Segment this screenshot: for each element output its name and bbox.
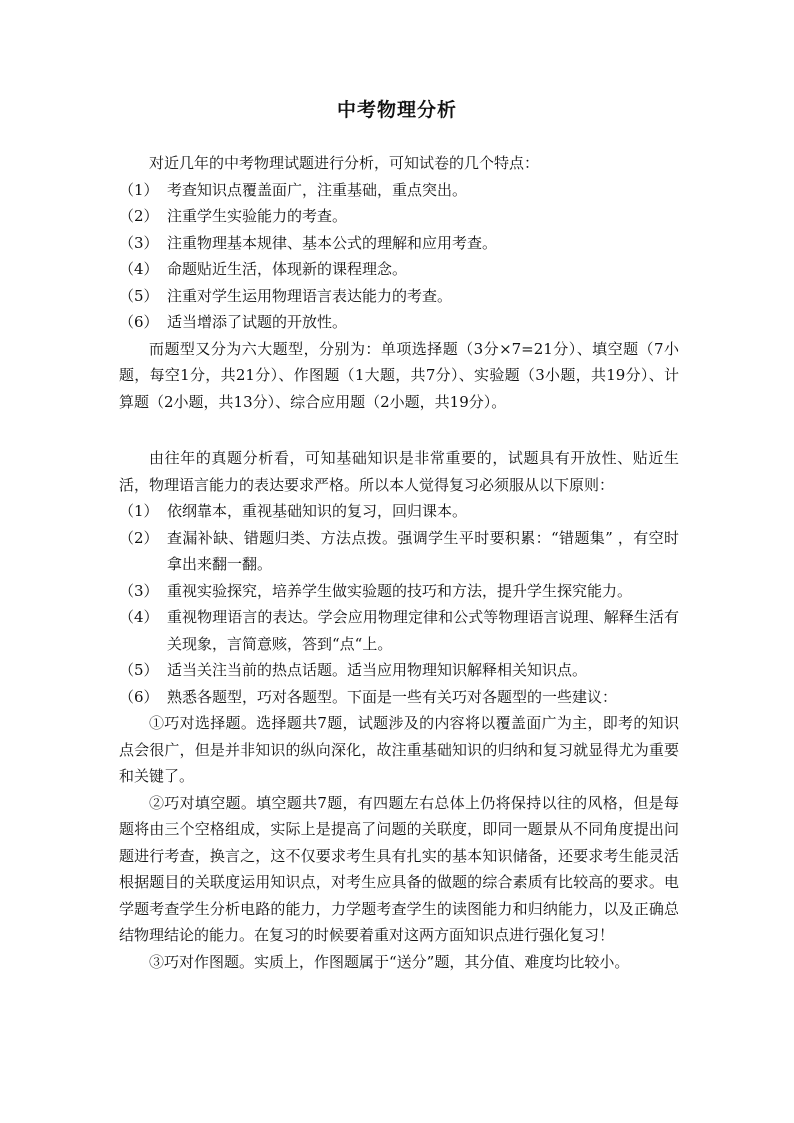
page-title: 中考物理分析 bbox=[336, 99, 457, 121]
principle-number: （5） bbox=[119, 661, 159, 679]
feature-item bbox=[119, 230, 679, 257]
principle-text: 熟悉各题型，巧对各题型。下面是一些有关巧对各题型的一些建议： bbox=[167, 687, 618, 706]
principle-item bbox=[119, 578, 679, 605]
principle-text: 依纲靠本，重视基础知识的复习，回归课本。 bbox=[167, 502, 468, 520]
principle-text: 重视实验探究，培养学生做实验题的技巧和方法，提升学生探究能力。 bbox=[167, 581, 633, 600]
feature-item bbox=[119, 256, 679, 283]
principle-item bbox=[119, 604, 679, 657]
feature-number: （5） bbox=[119, 286, 159, 305]
feature-item bbox=[119, 309, 679, 336]
feature-number: （1） bbox=[119, 180, 159, 199]
feature-text: 适当增添了试题的开放性。 bbox=[167, 313, 348, 331]
principle-number: （3） bbox=[119, 581, 159, 600]
principles-section bbox=[119, 445, 679, 975]
features-section bbox=[119, 150, 679, 415]
feature-number: （2） bbox=[119, 207, 159, 225]
principle-number: （4） bbox=[119, 608, 159, 626]
principle-item bbox=[119, 525, 679, 578]
principle-number: （2） bbox=[119, 528, 159, 547]
feature-item bbox=[119, 203, 679, 230]
feature-item bbox=[119, 283, 679, 310]
feature-item bbox=[119, 177, 679, 204]
principle-item bbox=[119, 684, 679, 711]
principle-number: （6） bbox=[119, 687, 159, 706]
principle-text: 查漏补缺、错题归类、方法点拨。强调学生平时要积累：“错题集” ，有空时拿出来翻一翻。 bbox=[167, 528, 679, 573]
intro-paragraph: 对近几年的中考物理试题进行分析，可知试卷的几个特点： bbox=[149, 154, 540, 172]
principle-text: 适当关注当前的热点话题。适当应用物理知识解释相关知识点。 bbox=[167, 661, 588, 679]
feature-text: 命题贴近生活，体现新的课程理念。 bbox=[167, 260, 408, 278]
principle-number: （1） bbox=[119, 502, 159, 520]
feature-text: 考查知识点覆盖面广，注重基础，重点突出。 bbox=[167, 180, 468, 199]
principle-item bbox=[119, 498, 679, 525]
tip-drawing-paragraph: ③巧对作图题。实质上，作图题属于“送分”题，其分值、难度均比较小。 bbox=[149, 952, 630, 971]
feature-text: 注重对学生运用物理语言表达能力的考查。 bbox=[167, 286, 453, 305]
tip-choice-paragraph: ①巧对选择题。选择题共7题，试题涉及的内容将以覆盖面广为主，即考的知识点会很广，但是并非知识的纵向深化，故注重基础知识的归纳和复习就显得尤为重要和关键了。 bbox=[119, 714, 679, 785]
feature-number: （3） bbox=[119, 233, 159, 252]
feature-text: 注重学生实验能力的考查。 bbox=[167, 207, 348, 225]
tip-fill-blank-paragraph: ②巧对填空题。填空题共7题，有四题左右总体上仍将保持以往的风格，但是每题将由三个空格组成，实际上是提高了问题的关联度，即同一题景从不同角度提出问题进行考查，换言之，这不仅要求考生具有扎实的基本知识储备，还要求考生能灵活根据题目的关联度运用知识点，对考生应具备的做题的综合素质有比较高的要求。电学题考查学生分析电路的能力，力学题考查学生的读图能力和归纳能力，以及正确总结物理结论的能力。在复习的时候要着重对这两方面知识点进行强化复习！ bbox=[119, 793, 679, 944]
feature-number: （4） bbox=[119, 260, 159, 278]
question-types-paragraph: 而题型又分为六大题型，分别为：单项选择题（3分×7=21分）、填空题（7小题，每空1分，共21分）、作图题（1大题，共7分）、实验题（3小题，共19分）、计算题（2小题，共13分）、综合应用题（2小题，共19分）。 bbox=[119, 339, 679, 411]
principle-item bbox=[119, 657, 679, 684]
feature-text: 注重物理基本规律、基本公式的理解和应用考查。 bbox=[167, 233, 498, 252]
analysis-paragraph: 由往年的真题分析看，可知基础知识是非常重要的，试题具有开放性、贴近生活，物理语言能力的表达要求严格。所以本人觉得复习必须服从以下原则： bbox=[119, 449, 679, 494]
feature-number: （6） bbox=[119, 313, 159, 331]
principle-text: 重视物理语言的表达。学会应用物理定律和公式等物理语言说理、解释生活有关现象，言简意赅，答到“点“上。 bbox=[167, 608, 679, 653]
